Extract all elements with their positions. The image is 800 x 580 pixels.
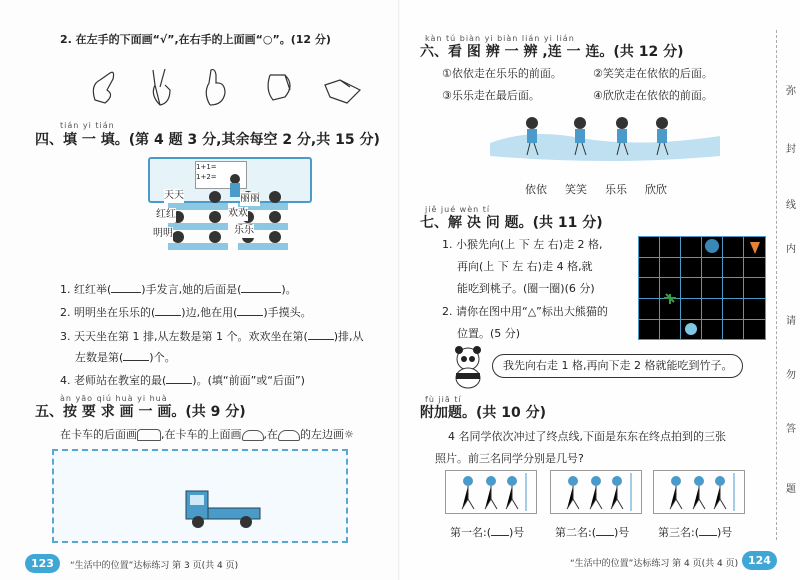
section-5-title: 五、按 要 求 画 一 画。(共 9 分) bbox=[35, 404, 246, 420]
fill-3b: 左数是第( )个。 bbox=[75, 351, 176, 364]
section-6-title: 六、看 图 辨 一 辨 ,连 一 连。(共 12 分) bbox=[420, 44, 684, 60]
position-grid[interactable] bbox=[638, 236, 766, 340]
monkey-icon bbox=[705, 239, 719, 253]
option-1: ①依依走在乐乐的前面。 bbox=[442, 67, 562, 80]
classroom-illustration bbox=[140, 155, 315, 265]
fill-3: 3. 天天坐在第 1 排,从左数是第 1 个。欢欢坐在第( )排,从 bbox=[60, 330, 364, 343]
seal-char: 线 bbox=[786, 200, 796, 211]
question-2: 2. 在左手的下面画“√”,在右手的上面画“○”。(12 分) bbox=[60, 33, 331, 46]
rank-3: 第三名:( )号 bbox=[658, 526, 733, 539]
problem-1-line-2: 再向(上 下 左 右)走 4 格,就 bbox=[457, 260, 593, 273]
seal-char: 题 bbox=[786, 484, 796, 495]
name-huanhuan: 欢欢 bbox=[228, 208, 248, 219]
panda-speech-bubble: 我先向右走 1 格,再向下走 2 格就能吃到竹子。 bbox=[492, 354, 743, 378]
name-tiantian: 天天 bbox=[164, 190, 184, 201]
hand-icon bbox=[268, 75, 290, 100]
fill-2: 2. 明明坐在乐乐的( )边,他在用( )手摸头。 bbox=[60, 306, 312, 319]
hand-gestures-image bbox=[85, 65, 385, 110]
s6-pinyin: kàn tú biàn yi biàn lián yi lián bbox=[425, 34, 575, 43]
kid-name-1: 依依 bbox=[525, 183, 547, 196]
rank-1: 第一名:( )号 bbox=[450, 526, 525, 539]
walking-kids-image bbox=[490, 108, 720, 166]
page-number: 124 bbox=[742, 551, 777, 570]
kid-name-2: 笑笑 bbox=[565, 183, 587, 196]
rank-2: 第二名:( )号 bbox=[555, 526, 630, 539]
seal-char: 答 bbox=[786, 424, 796, 435]
cloud-icon bbox=[242, 430, 264, 441]
photo-3 bbox=[653, 470, 745, 514]
kid-name-3: 乐乐 bbox=[605, 183, 627, 196]
fill-1: 1. 红红举( )手发言,她的后面是( )。 bbox=[60, 283, 297, 296]
bonus-text-1: 4 名同学依次冲过了终点线,下面是东东在终点拍到的三张 bbox=[448, 430, 726, 443]
seal-char: 弥 bbox=[786, 86, 796, 97]
footer: “生活中的位置”达标练习 第 4 页(共 4 页) bbox=[570, 559, 739, 569]
name-lele: 乐乐 bbox=[234, 225, 254, 236]
s7-pinyin: jiě jué wèn tí bbox=[425, 205, 491, 214]
photo-1 bbox=[445, 470, 537, 514]
kid-name-4: 欣欣 bbox=[645, 183, 667, 196]
seal-char: 请 bbox=[786, 316, 796, 327]
sun-icon: ☼ bbox=[344, 428, 354, 441]
hand-icon bbox=[93, 72, 113, 103]
name-honghong: 红红 bbox=[156, 209, 176, 220]
option-2: ②笑笑走在依依的后面。 bbox=[593, 67, 713, 80]
footer: “生活中的位置”达标练习 第 3 页(共 4 页) bbox=[70, 561, 239, 571]
name-mingming: 明明 bbox=[153, 228, 173, 239]
bonus-pinyin: fù jiā tí bbox=[425, 395, 462, 404]
option-4: ④欣欣走在依依的前面。 bbox=[593, 89, 713, 102]
problem-2-line-1: 2. 请你在图中用“△”标出大熊猫的 bbox=[442, 305, 608, 318]
car-icon bbox=[137, 429, 161, 441]
truck-icon bbox=[184, 486, 264, 531]
panda-icon bbox=[448, 345, 488, 390]
section-5-instruction: 在卡车的后面画 ,在卡车的上面画 ,在 的左边画☼ bbox=[60, 428, 354, 441]
seal-char: 勿 bbox=[786, 370, 796, 381]
hand-icon bbox=[153, 69, 170, 105]
bonus-title: 附加题。(共 10 分) bbox=[420, 405, 547, 421]
right-page bbox=[400, 0, 800, 580]
fill-4: 4. 老师站在教室的最( )。(填“前面”或“后面”) bbox=[60, 374, 305, 387]
hand-icon bbox=[206, 70, 225, 105]
s5-pinyin: àn yāo qiú huà yi huà bbox=[60, 394, 168, 403]
section-7-title: 七、解 决 问 题。(共 11 分) bbox=[420, 215, 603, 231]
handshake-icon bbox=[325, 80, 360, 103]
problem-1-line-1: 1. 小猴先向(上 下 左 右)走 2 格, bbox=[442, 238, 603, 251]
seal-char: 封 bbox=[786, 144, 796, 155]
name-lili: 丽丽 bbox=[240, 193, 260, 204]
seal-char: 内 bbox=[786, 244, 796, 255]
page-number: 123 bbox=[25, 554, 60, 573]
bonus-text-2: 照片。前三名同学分别是几号? bbox=[435, 452, 584, 465]
problem-1-line-3: 能吃到桃子。(圈一圈)(6 分) bbox=[457, 282, 595, 295]
option-3: ③乐乐走在最后面。 bbox=[442, 89, 540, 102]
cloud-icon bbox=[278, 430, 300, 441]
board-line: 1+2= bbox=[196, 173, 217, 181]
s4-pinyin: tián yi tián bbox=[60, 121, 115, 130]
photo-2 bbox=[550, 470, 642, 514]
section-4-title: 四、填 一 填。(第 4 题 3 分,其余每空 2 分,共 15 分) bbox=[35, 132, 380, 148]
problem-2-line-2: 位置。(5 分) bbox=[457, 327, 521, 340]
board-line: 1+1= bbox=[196, 163, 217, 171]
seal-line bbox=[776, 30, 778, 540]
drawing-area[interactable] bbox=[52, 449, 348, 543]
peach-icon bbox=[685, 323, 697, 335]
